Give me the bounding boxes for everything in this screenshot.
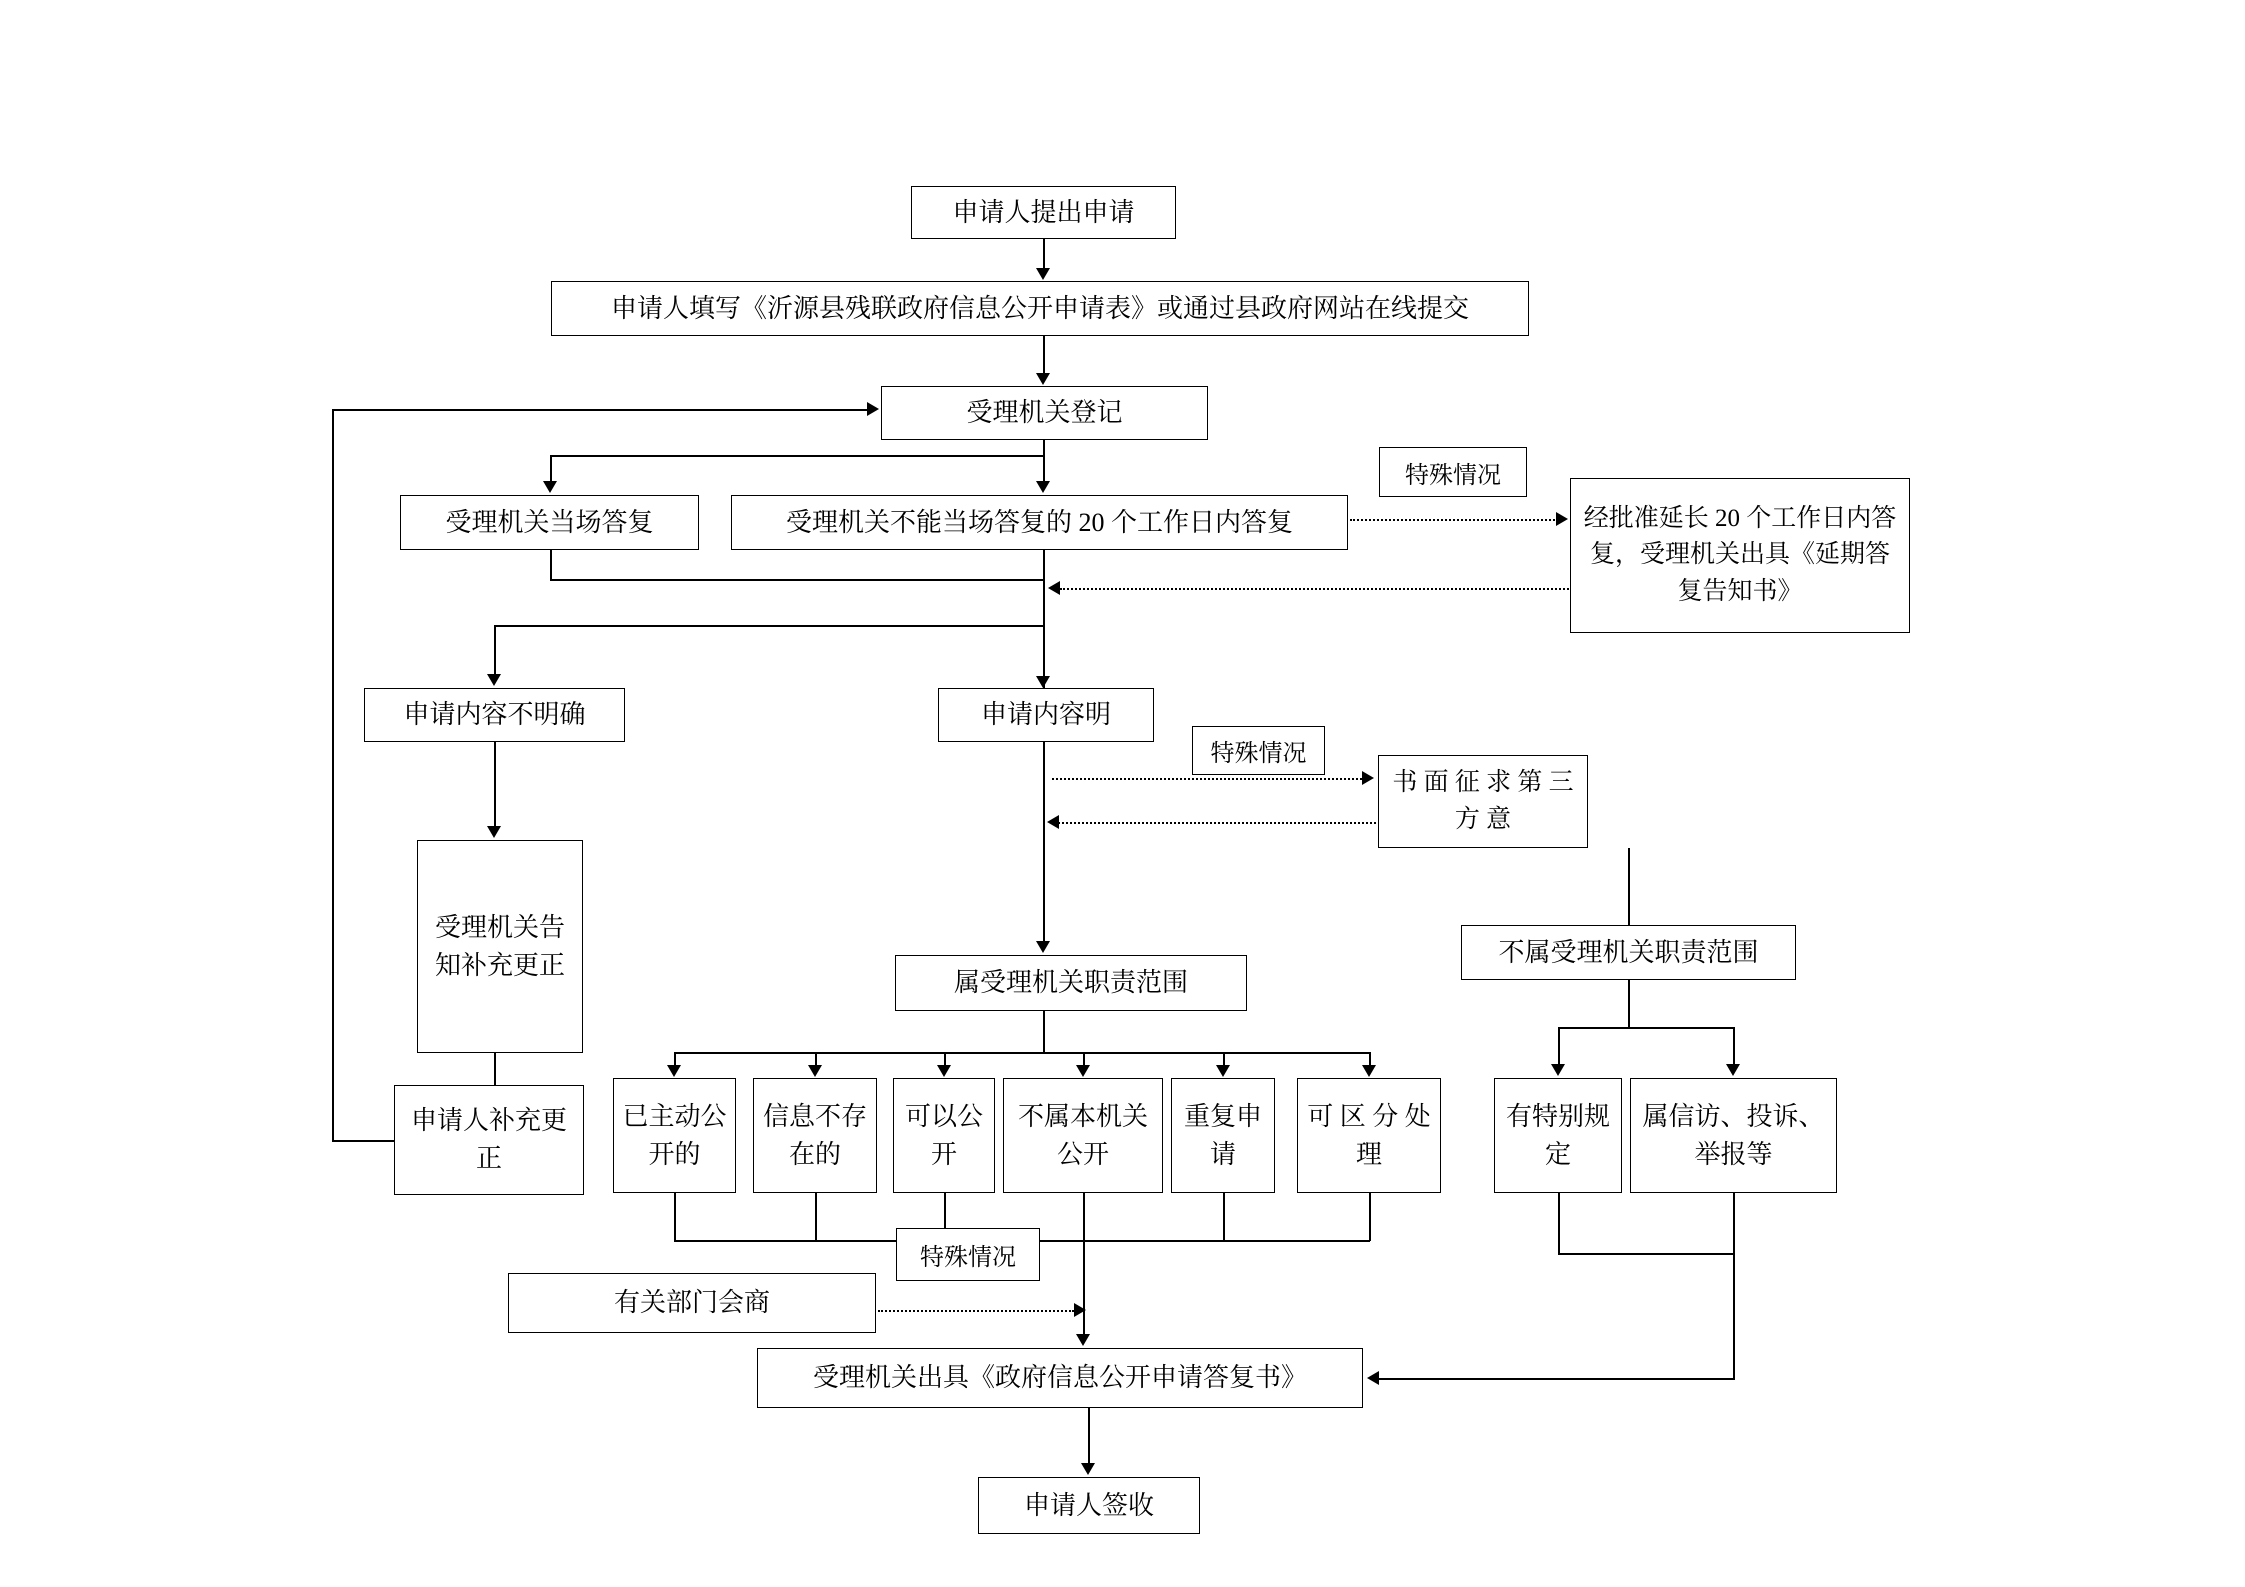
connector-branch-6 bbox=[1369, 1052, 1371, 1066]
arrowhead-branch-4 bbox=[1076, 1065, 1090, 1077]
node-special-rule: 有特别规定 bbox=[1494, 1078, 1622, 1193]
connector-petition-to-issue bbox=[1379, 1378, 1735, 1380]
label-special-case-1: 特殊情况 bbox=[1379, 447, 1527, 497]
arrowhead-branch-5 bbox=[1216, 1065, 1230, 1077]
connector-special-rule-merge bbox=[1558, 1253, 1735, 1255]
connector-branch-1 bbox=[674, 1052, 676, 1066]
node-third-party: 书 面 征 求 第 三 方 意 bbox=[1378, 755, 1588, 848]
arrowhead-register-to-20days bbox=[1036, 481, 1050, 493]
node-issue-reply: 受理机关出具《政府信息公开申请答复书》 bbox=[757, 1348, 1363, 1408]
connector-apply-to-fill bbox=[1043, 239, 1045, 269]
node-within-duty: 属受理机关职责范围 bbox=[895, 955, 1247, 1011]
connector-back-to-register-h bbox=[332, 409, 868, 411]
connector-petition-down bbox=[1733, 1193, 1735, 1379]
node-not-exist: 信息不存在的 bbox=[753, 1078, 877, 1193]
connector-branch-2 bbox=[815, 1052, 817, 1066]
connector-applicant-back-h bbox=[332, 1140, 394, 1142]
node-content-unclear: 申请内容不明确 bbox=[364, 688, 625, 742]
connector-leaf-1-down bbox=[674, 1193, 676, 1241]
arrowhead-to-within-duty bbox=[1036, 941, 1050, 953]
arrowhead-petition-to-issue bbox=[1367, 1371, 1379, 1385]
node-applicant-receive: 申请人签收 bbox=[978, 1477, 1200, 1534]
node-within-20-days: 受理机关不能当场答复的 20 个工作日内答复 bbox=[731, 495, 1348, 550]
connector-fill-to-register bbox=[1043, 336, 1045, 374]
dotted-extend-to-trunk bbox=[1060, 588, 1572, 590]
connector-unclear-to-notify bbox=[494, 742, 496, 827]
connector-branch-4 bbox=[1083, 1052, 1085, 1066]
connector-branch-bar bbox=[674, 1052, 1369, 1054]
label-special-case-3: 特殊情况 bbox=[896, 1228, 1040, 1281]
connector-register-trunk bbox=[1043, 440, 1045, 482]
connector-register-branch-v bbox=[550, 455, 552, 483]
label-special-case-2: 特殊情况 bbox=[1192, 726, 1325, 775]
node-extend-20-days: 经批准延长 20 个工作日内答复，受理机关出具《延期答复告知书》 bbox=[1570, 478, 1910, 633]
arrowhead-20days-to-extend bbox=[1556, 512, 1568, 526]
arrowhead-issue-to-receive bbox=[1081, 1463, 1095, 1475]
connector-content-clear-down bbox=[1043, 742, 1045, 942]
arrowhead-branch-3 bbox=[937, 1065, 951, 1077]
arrowhead-branch-2 bbox=[808, 1065, 822, 1077]
arrowhead-back-to-register bbox=[867, 402, 879, 416]
dotted-third-party-back bbox=[1058, 822, 1376, 824]
arrowhead-to-special-rule bbox=[1551, 1064, 1565, 1076]
dotted-clear-to-third-party bbox=[1052, 778, 1362, 780]
node-separable: 可 区 分 处 理 bbox=[1297, 1078, 1441, 1193]
connector-onsite-to-trunk bbox=[550, 579, 1044, 581]
connector-trunk-split-h bbox=[494, 625, 1044, 627]
connector-onsite-down bbox=[550, 550, 552, 580]
connector-leaf-6-down bbox=[1369, 1193, 1371, 1241]
connector-issue-to-receive bbox=[1088, 1408, 1090, 1465]
node-repeat-apply: 重复申请 bbox=[1171, 1078, 1275, 1193]
node-content-clear: 申请内容明 bbox=[938, 688, 1154, 742]
arrowhead-third-party-back bbox=[1047, 815, 1059, 829]
connector-leaf-2-down bbox=[815, 1193, 817, 1241]
connector-register-branch-h bbox=[550, 455, 1044, 457]
node-apply: 申请人提出申请 bbox=[911, 186, 1176, 239]
node-not-this-agency: 不属本机关公开 bbox=[1003, 1078, 1163, 1193]
connector-20days-down bbox=[1043, 550, 1045, 688]
arrowhead-to-content-unclear bbox=[487, 674, 501, 686]
node-outside-duty: 不属受理机关职责范围 bbox=[1461, 925, 1796, 980]
node-petition: 属信访、投诉、举报等 bbox=[1630, 1078, 1837, 1193]
connector-third-party-down bbox=[1628, 848, 1630, 925]
connector-trunk-split-v bbox=[494, 625, 496, 675]
arrowhead-apply-to-fill bbox=[1036, 268, 1050, 280]
node-can-public: 可以公开 bbox=[893, 1078, 995, 1193]
arrowhead-branch-1 bbox=[667, 1065, 681, 1077]
arrowhead-to-petition bbox=[1726, 1064, 1740, 1076]
node-register: 受理机关登记 bbox=[881, 386, 1208, 440]
connector-outside-duty-split bbox=[1558, 1027, 1734, 1029]
dotted-20days-to-extend bbox=[1350, 519, 1558, 521]
connector-leaf-5-down bbox=[1223, 1193, 1225, 1241]
node-onsite-reply: 受理机关当场答复 bbox=[400, 495, 699, 550]
node-applicant-supplement: 申请人补充更正 bbox=[394, 1085, 584, 1195]
arrowhead-extend-to-trunk bbox=[1048, 581, 1060, 595]
arrowhead-branch-6 bbox=[1362, 1065, 1376, 1077]
dotted-consult-to-issue bbox=[878, 1310, 1074, 1312]
connector-notify-to-applicant bbox=[494, 1053, 496, 1085]
connector-branch-5 bbox=[1223, 1052, 1225, 1066]
node-fill-form: 申请人填写《沂源县残联政府信息公开申请表》或通过县政府网站在线提交 bbox=[551, 281, 1529, 336]
connector-join-to-issue bbox=[1083, 1240, 1085, 1336]
arrowhead-join-to-issue bbox=[1076, 1334, 1090, 1346]
arrowhead-consult-to-issue bbox=[1074, 1303, 1086, 1317]
arrowhead-unclear-to-notify bbox=[487, 826, 501, 838]
connector-to-petition bbox=[1733, 1027, 1735, 1065]
connector-branch-3 bbox=[944, 1052, 946, 1066]
connector-special-rule-down bbox=[1558, 1193, 1560, 1254]
connector-within-duty-down bbox=[1043, 1011, 1045, 1053]
arrowhead-register-to-onsite bbox=[543, 481, 557, 493]
arrowhead-clear-to-third-party bbox=[1362, 771, 1374, 785]
connector-to-special-rule bbox=[1558, 1027, 1560, 1065]
node-departments-consult: 有关部门会商 bbox=[508, 1273, 876, 1333]
connector-applicant-back-v bbox=[332, 409, 334, 1140]
arrowhead-trunk-to-content-clear bbox=[1036, 676, 1050, 688]
node-notify-supplement: 受理机关告知补充更正 bbox=[417, 840, 583, 1053]
connector-leaf-4-down bbox=[1083, 1193, 1085, 1241]
node-already-public: 已主动公开的 bbox=[613, 1078, 736, 1193]
arrowhead-fill-to-register bbox=[1036, 373, 1050, 385]
connector-outside-duty-down bbox=[1628, 980, 1630, 1028]
